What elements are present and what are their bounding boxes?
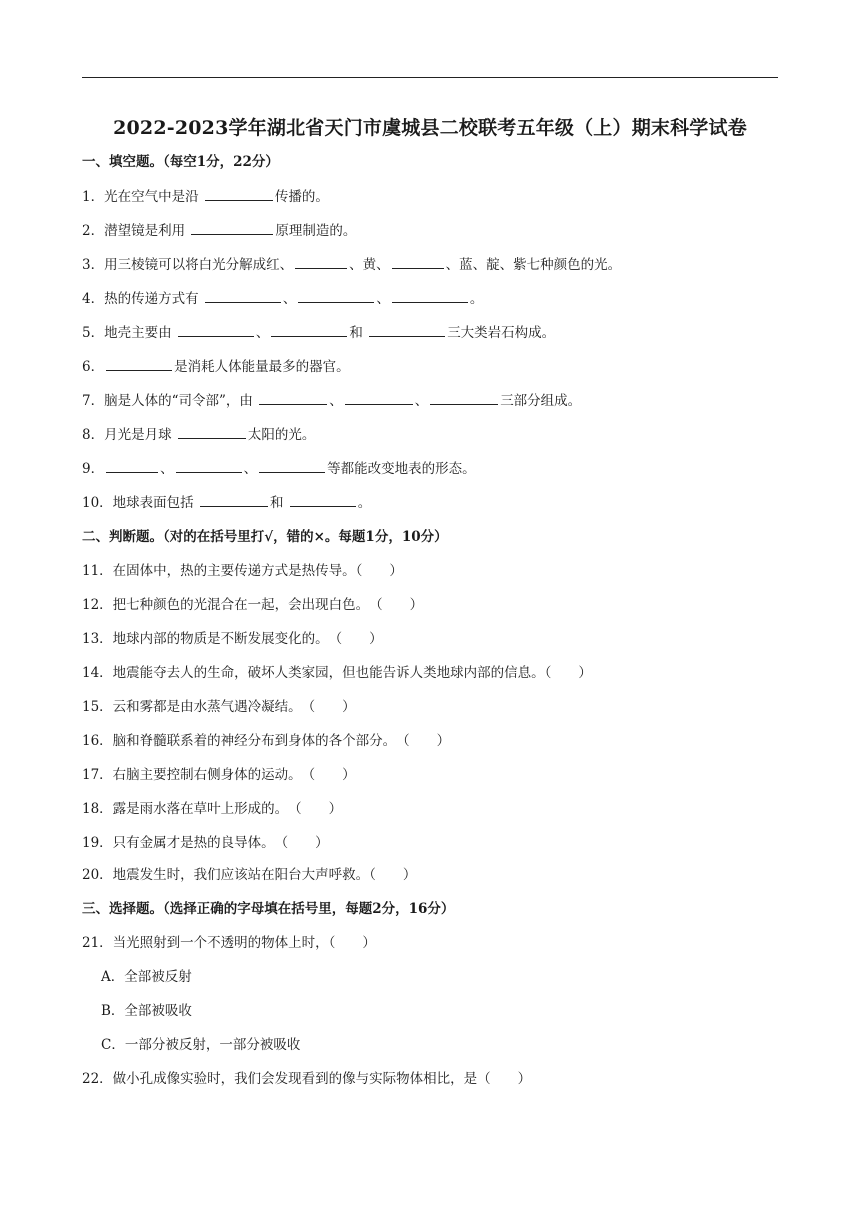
question-19[interactable]: 19．只有金属才是热的良导体。 （ ） [82,835,329,851]
answer-blank[interactable] [392,290,468,303]
answer-blank[interactable] [345,392,413,405]
answer-blank[interactable] [295,256,347,269]
question-3: 3．用三棱镜可以将白光分解成红、 、黄、 、蓝、靛、紫七种颜色的光。 [82,257,622,273]
answer-blank[interactable] [205,188,273,201]
answer-blank[interactable] [271,324,347,337]
answer-blank[interactable] [176,460,242,473]
question-9: 9． 、 、 等都能改变地表的形态。 [82,461,476,477]
question-6: 6． 是消耗人体能量最多的器官。 [82,359,350,375]
question-22[interactable]: 22．做小孔成像实验时，我们会发现看到的像与实际物体相比，是（ ） [82,1071,532,1087]
question-14[interactable]: 14．地震能夺去人的生命，破坏人类家园，但也能告诉人类地球内部的信息。（ ） [82,665,592,681]
section-heading-choice: 三、选择题。（选择正确的字母填在括号里，每题2分，16分） [82,901,455,917]
question-13[interactable]: 13．地球内部的物质是不断发展变化的。 （ ） [82,631,383,647]
question-1: 1．光在空气中是沿 传播的。 [82,189,329,205]
question-2: 2．潜望镜是利用 原理制造的。 [82,223,357,239]
answer-blank[interactable] [106,460,158,473]
answer-blank[interactable] [290,494,356,507]
answer-blank[interactable] [191,222,273,235]
answer-blank[interactable] [259,392,327,405]
question-5: 5．地壳主要由 、 和 三大类岩石构成。 [82,325,556,341]
page-title: 2022-2023学年湖北省天门市虞城县二校联考五年级（上）期末科学试卷 [113,117,747,139]
question-16[interactable]: 16．脑和脊髓联系着的神经分布到身体的各个部分。 （ ） [82,733,451,749]
answer-blank[interactable] [178,324,254,337]
question-12[interactable]: 12．把七种颜色的光混合在一起，会出现白色。 （ ） [82,597,424,613]
question-10: 10．地球表面包括 和 。 [82,495,372,511]
answer-blank[interactable] [392,256,444,269]
answer-blank[interactable] [369,324,445,337]
answer-blank[interactable] [200,494,268,507]
option-b[interactable]: B．全部被吸收 [101,1003,192,1019]
question-15[interactable]: 15．云和雾都是由水蒸气遇冷凝结。 （ ） [82,699,356,715]
question-11[interactable]: 11．在固体中，热的主要传递方式是热传导。（ ） [82,563,403,579]
option-a[interactable]: A．全部被反射 [101,969,192,985]
answer-blank[interactable] [106,358,172,371]
option-c[interactable]: C．一部分被反射，一部分被吸收 [101,1037,301,1053]
question-20[interactable]: 20．地震发生时，我们应该站在阳台大声呼救。（ ） [82,867,417,883]
answer-blank[interactable] [259,460,325,473]
answer-blank[interactable] [298,290,374,303]
section-heading-fill-in: 一、填空题。（每空1分，22分） [82,154,279,170]
header-rule [82,77,778,78]
question-17[interactable]: 17．右脑主要控制右侧身体的运动。 （ ） [82,767,356,783]
question-8: 8．月光是月球 太阳的光。 [82,427,316,443]
answer-blank[interactable] [430,392,498,405]
section-heading-true-false: 二、判断题。（对的在括号里打√，错的×。每题1分，10分） [82,529,448,545]
question-7: 7．脑是人体的“司令部”，由 、 、 三部分组成。 [82,393,582,409]
question-21[interactable]: 21．当光照射到一个不透明的物体上时，（ ） [82,935,376,951]
question-4: 4．热的传递方式有 、 、 。 [82,291,484,307]
answer-blank[interactable] [178,426,246,439]
answer-blank[interactable] [205,290,281,303]
question-18[interactable]: 18．露是雨水落在草叶上形成的。 （ ） [82,801,343,817]
